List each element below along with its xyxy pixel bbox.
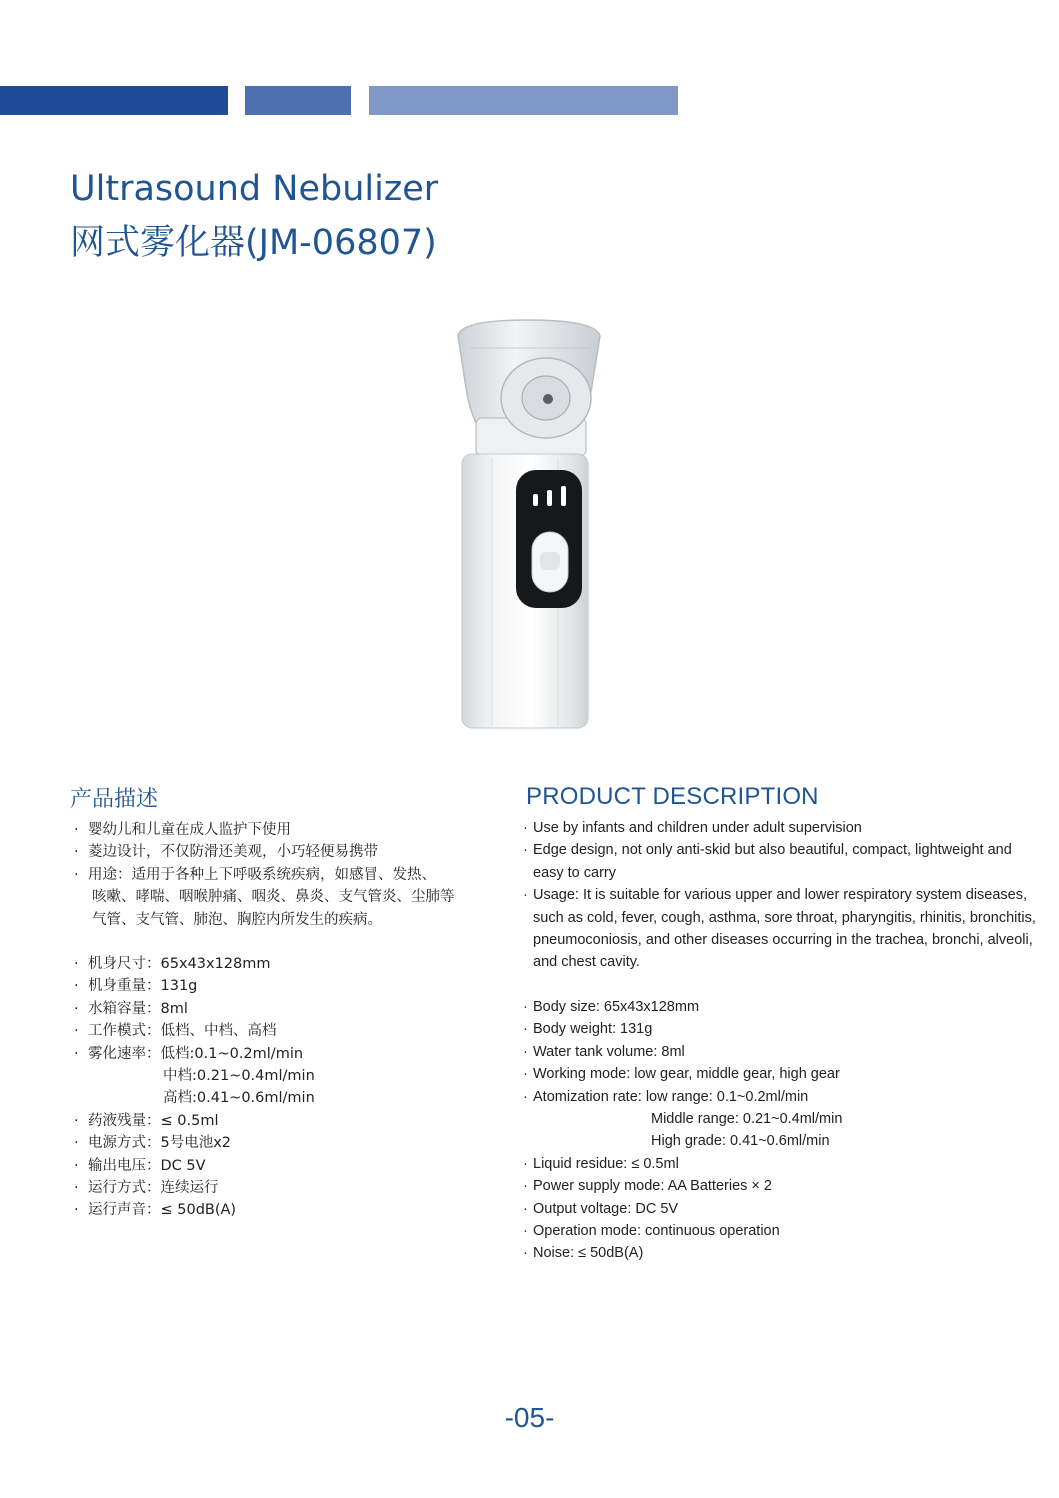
list-item: · Atomization rate: low range: 0.1~0.2ml/min Middle range: 0.21~0.4ml/min High grade: 0.41~0.6ml/min [523, 1086, 842, 1153]
section-heading-en: PRODUCT DESCRIPTION [526, 783, 819, 810]
list-item: · Liquid residue: ≤ 0.5ml [523, 1153, 842, 1175]
header-bar-light [369, 86, 678, 115]
list-item: · 菱边设计，不仅防滑还美观，小巧轻便易携带 [74, 841, 455, 863]
list-item: · Operation mode: continuous operation [523, 1220, 842, 1242]
list-item: · Use by infants and children under adult supervision [523, 817, 1036, 839]
cn-spec-list [74, 953, 315, 1222]
page-title-cn: 网式雾化器(JM-06807) [70, 223, 437, 263]
en-spec-list [523, 996, 842, 1265]
list-item: · 工作模式：低档、中档、高档 [74, 1020, 315, 1042]
list-item: · Water tank volume: 8ml [523, 1041, 842, 1063]
list-item: · Usage: It is suitable for various upper and lower respiratory system diseases, such as cold, fever, cough, asthma, sore throat, pharyngitis, rhinitis, bronchitis, pneumoconiosis, and other diseases occurring in the trachea, bronchi, alveoli, and chest cavity. [523, 884, 1036, 974]
header-bar-dark [0, 86, 228, 115]
page-title-en: Ultrasound Nebulizer [70, 169, 439, 209]
list-item: · Power supply mode: AA Batteries × 2 [523, 1175, 842, 1197]
page-number: -05- [504, 1402, 555, 1433]
list-item: · Output voltage: DC 5V [523, 1198, 842, 1220]
list-item: · 机身尺寸：65x43x128mm [74, 953, 315, 975]
list-item: · Body size: 65x43x128mm [523, 996, 842, 1018]
cn-bullet-list [74, 819, 455, 931]
list-item: · Noise: ≤ 50dB(A) [523, 1242, 842, 1264]
section-heading-cn: 产品描述 [70, 787, 159, 812]
list-item: · 雾化速率：低档:0.1~0.2ml/min 中档:0.21~0.4ml/min 高档:0.41~0.6ml/min [74, 1043, 315, 1110]
list-item: · 运行声音：≤ 50dB(A) [74, 1199, 315, 1221]
nebulizer-device-image [440, 318, 620, 734]
list-item: · 电源方式：5号电池x2 [74, 1132, 315, 1154]
header-bar-mid [245, 86, 351, 115]
list-item: · 机身重量：131g [74, 975, 315, 997]
list-item: · 婴幼儿和儿童在成人监护下使用 [74, 819, 455, 841]
list-item: · 用途：适用于各种上下呼吸系统疾病，如感冒、发热、 咳嗽、哮喘、咽喉肿痛、咽炎、鼻炎、支气管炎、尘肺等 气管、支气管、肺泡、胸腔内所发生的疾病。 [74, 864, 455, 931]
list-item: · Edge design, not only anti-skid but also beautiful, compact, lightweight and easy to carry [523, 839, 1036, 884]
list-item: · 运行方式：连续运行 [74, 1177, 315, 1199]
list-item: · Working mode: low gear, middle gear, high gear [523, 1063, 842, 1085]
list-item: · 输出电压：DC 5V [74, 1155, 315, 1177]
en-bullet-list [523, 817, 1036, 974]
list-item: · 药液残量：≤ 0.5ml [74, 1110, 315, 1132]
list-item: · Body weight: 131g [523, 1018, 842, 1040]
list-item: · 水箱容量：8ml [74, 998, 315, 1020]
